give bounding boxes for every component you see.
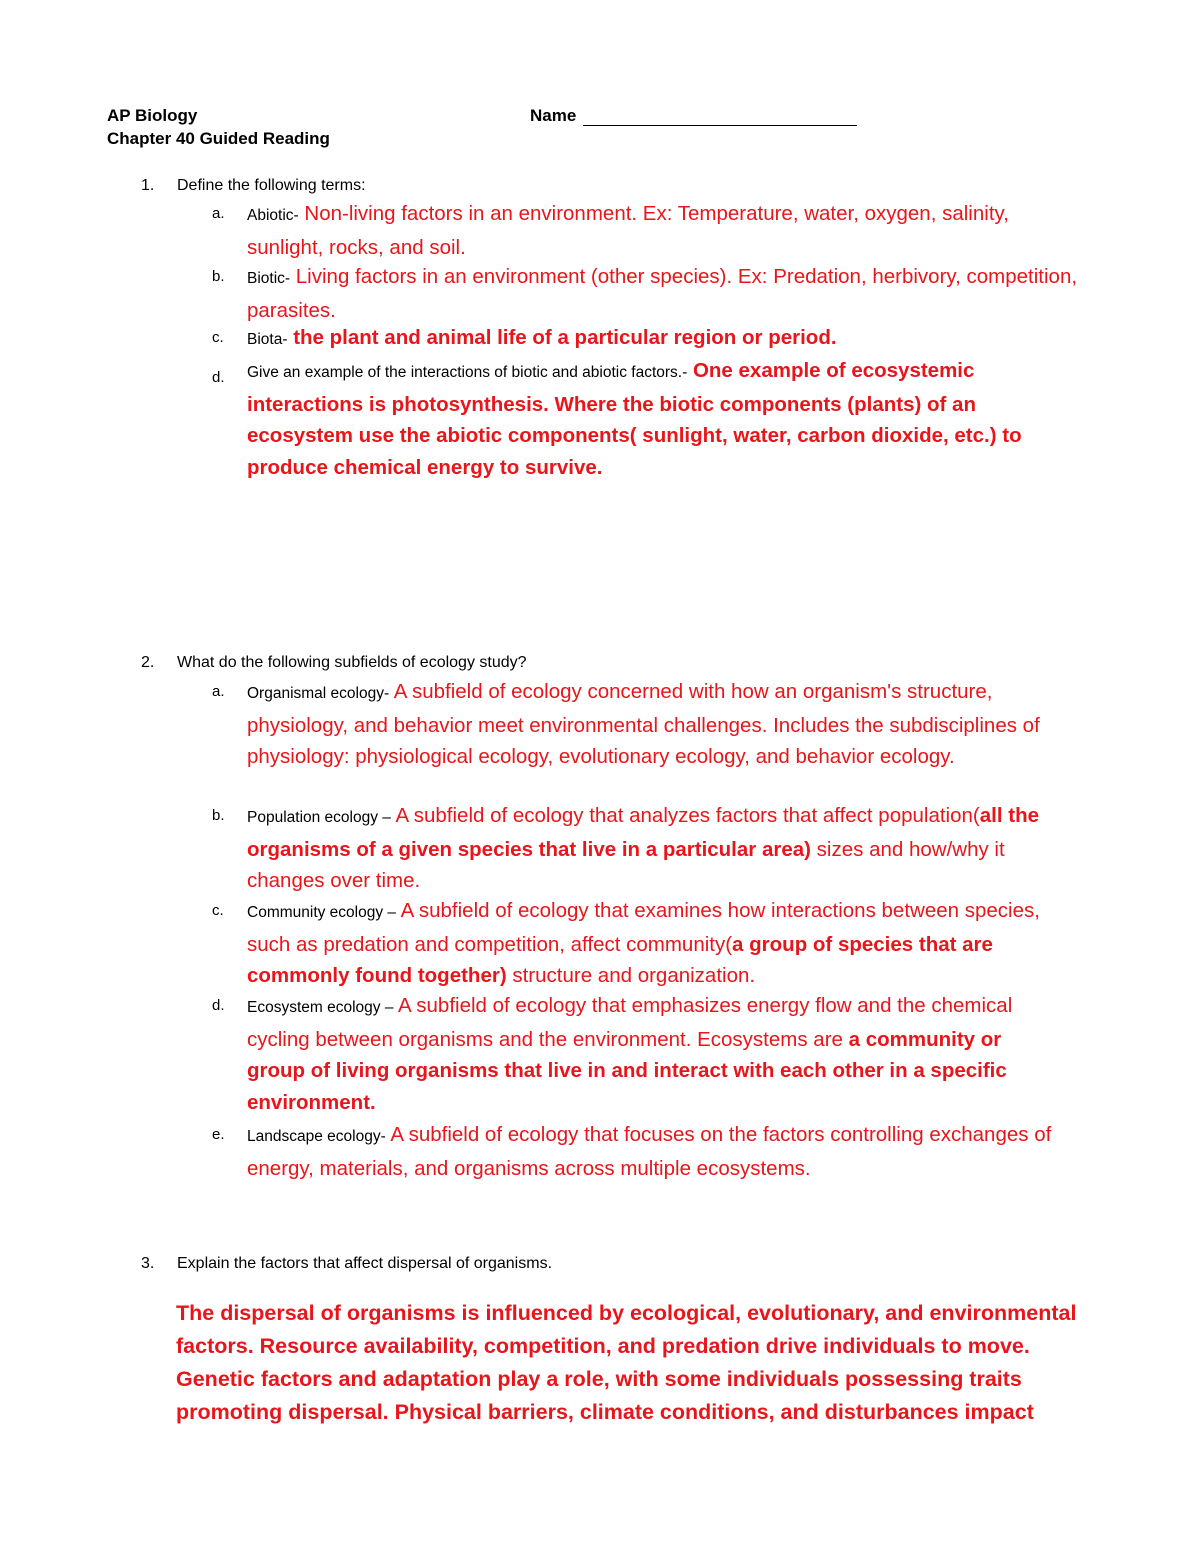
answer-text: A subfield of ecology that focuses on the factors controlling exchanges of energy, materials, and organisms across multiple ecosystems. [247, 1123, 1052, 1180]
term-label: Landscape ecology- [247, 1128, 386, 1145]
answer-text: Non-living factors in an environment. Ex: Temperature, water, oxygen, salinity, sunlight, rocks, and soil. [247, 202, 1009, 259]
question-prompt: Explain the factors that affect dispersal of organisms. [177, 1255, 553, 1272]
question-number: 2. [141, 654, 155, 671]
answer-text: A subfield of ecology that examines how interactions between species, such as predation and competition, affect community( [247, 899, 1040, 956]
item-letter: a. [212, 683, 225, 700]
item-letter: c. [212, 329, 224, 346]
answer-text: A subfield of ecology concerned with how an organism's structure, physiology, and behavior meet environmental challenges. Includes the subdisciplines of physiology: physiological ecology, evolutionary ecology, and behavior ecology. [247, 680, 1040, 768]
answer-text: A subfield of ecology that emphasizes energy flow and the chemical cycling between organisms and the environment. Ecosystems are [247, 994, 1013, 1051]
term-label: Ecosystem ecology – [247, 999, 394, 1016]
answer-text: Living factors in an environment (other species). Ex: Predation, herbivory, competition, parasites. [247, 265, 1078, 322]
answer-bold: all the organisms of a given species that live in a particular area) [247, 804, 1039, 861]
item-interaction-example [212, 355, 1072, 483]
answer-text: A subfield of ecology that analyzes factors that affect population( [395, 804, 980, 827]
term-label: Biotic- [247, 270, 291, 287]
name-label: Name [530, 106, 577, 125]
question-prompt: What do the following subfields of ecology study? [177, 654, 527, 671]
question-number: 3. [141, 1255, 155, 1272]
term-label: Population ecology – [247, 809, 391, 826]
name-blank-line [583, 125, 857, 126]
item-community-ecology [212, 895, 1082, 992]
item-letter: e. [212, 1126, 225, 1143]
item-ecosystem-ecology [212, 990, 1062, 1118]
item-letter: a. [212, 205, 225, 222]
term-label: Abiotic- [247, 207, 299, 224]
item-population-ecology [212, 800, 1082, 897]
term-label: Biota- [247, 331, 288, 348]
chapter-title: Chapter 40 Guided Reading [107, 129, 330, 148]
item-landscape-ecology [212, 1119, 1062, 1184]
question-prompt: Define the following terms: [177, 177, 366, 194]
answer-bold: a community or group of living organisms that live in and interact with each other in a specific environment. [247, 1027, 1007, 1114]
item-biota [212, 322, 1082, 356]
term-label: Give an example of the interactions of biotic and abiotic factors.- [247, 364, 688, 381]
item-abiotic [212, 198, 1082, 263]
dispersal-answer: The dispersal of organisms is influenced by ecological, evolutionary, and environmental factors. Resource availability, competition, and predation drive individuals to move. Genetic factors and adaptation play a role, with some individuals possessing traits promoting dispersal. Physical barriers, climate conditions, and disturbances impact [176, 1301, 1077, 1424]
item-organismal-ecology [212, 676, 1072, 773]
question-number: 1. [141, 177, 155, 194]
answer-text: One example of ecosystemic interactions is photosynthesis. Where the biotic components (plants) of an ecosystem use the abiotic components( sunlight, water, carbon dioxide, etc.) to produce chemical energy to survive. [247, 359, 1022, 479]
item-letter: b. [212, 807, 225, 824]
item-biotic [212, 261, 1082, 326]
item-letter: d. [212, 369, 225, 386]
answer-text: sizes and how/why it changes over time. [247, 837, 1005, 892]
answer-text: structure and organization. [512, 964, 756, 987]
item-letter: c. [212, 902, 224, 919]
term-label: Community ecology – [247, 904, 397, 921]
answer-text: the plant and animal life of a particular region or period. [293, 326, 837, 349]
answer-bold: a group of species that are commonly found together) [247, 932, 993, 987]
term-label: Organismal ecology- [247, 685, 390, 702]
course-title: AP Biology [107, 106, 198, 125]
item-letter: b. [212, 268, 225, 285]
item-letter: d. [212, 997, 225, 1014]
